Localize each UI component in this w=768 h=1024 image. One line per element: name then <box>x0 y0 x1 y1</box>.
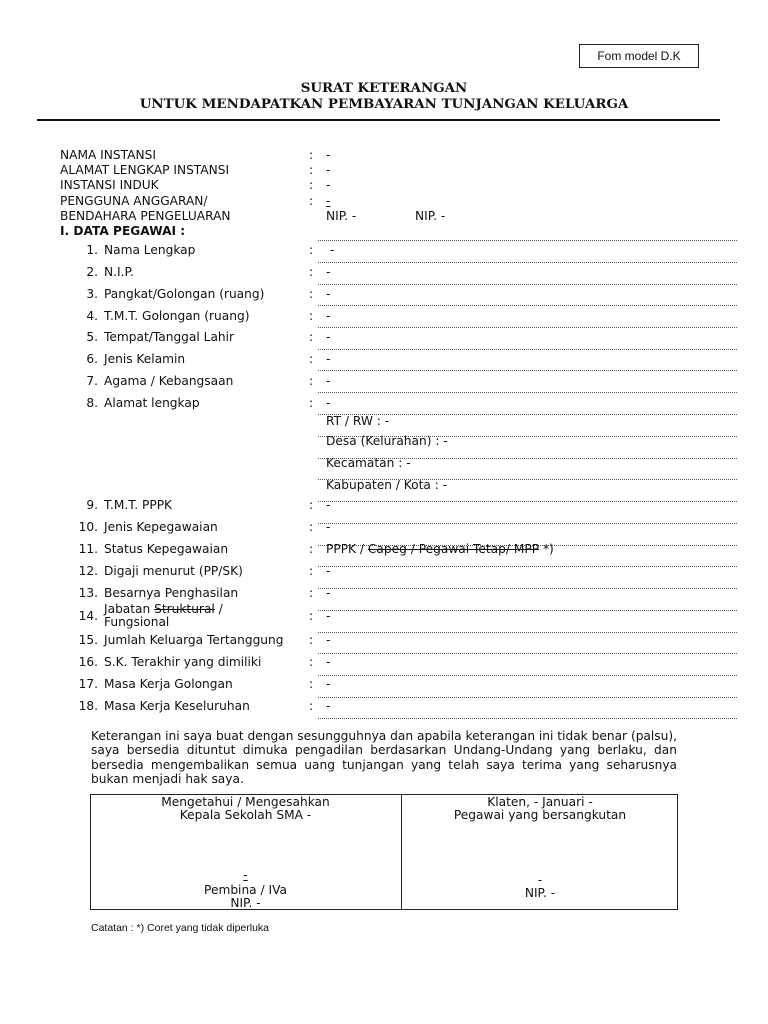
address-line: Desa (Kelurahan) : - <box>326 434 448 448</box>
item-label: Alamat lengkap <box>104 396 200 410</box>
value-instansi-induk: - <box>326 178 331 192</box>
item-label: T.M.T. PPPK <box>104 498 173 512</box>
statement-paragraph: Keterangan ini saya buat dengan sesungguhnya dan apabila keterangan ini tidak benar (palsu), saya bersedia dituntut dimuka pengadilan berdasarkan Undang-Undang yang berlaku, dan bersedia mengembalikan semua uang tunjangan yang telah saya terima yang seharusnya bukan menjadi hak saya. <box>91 729 677 787</box>
sig-right-place-date: Klaten, - Januari - <box>487 795 593 809</box>
item-label <box>104 602 223 629</box>
colon: : <box>309 699 314 713</box>
item-label: Nama Lengkap <box>104 243 196 257</box>
colon: : <box>309 633 314 647</box>
item-value: - <box>326 633 331 647</box>
dotted-rule <box>318 653 737 654</box>
colon: : <box>309 542 314 556</box>
item-label: Masa Kerja Keseluruhan <box>104 699 250 713</box>
label-alamat-instansi: ALAMAT LENGKAP INSTANSI <box>60 163 230 177</box>
sig-right-nip: NIP. - <box>524 886 556 900</box>
dotted-rule <box>318 327 737 328</box>
item-value: - <box>326 309 331 323</box>
item-value: - <box>326 520 331 534</box>
dotted-rule <box>318 370 737 371</box>
item-label: Tempat/Tanggal Lahir <box>104 330 235 344</box>
item-number: 1. <box>86 243 98 257</box>
nip-bendahara: NIP. - <box>415 209 446 223</box>
colon: : <box>309 163 314 177</box>
colon: : <box>309 609 314 623</box>
colon: : <box>309 243 314 257</box>
value-nama-instansi: - <box>326 148 331 162</box>
document-subtitle: UNTUK MENDAPATKAN PEMBAYARAN TUNJANGAN KELUARGA <box>139 96 629 112</box>
item-value: - <box>326 498 331 512</box>
item-number: 9. <box>86 498 98 512</box>
item-label: Masa Kerja Golongan <box>104 677 233 691</box>
dotted-rule <box>318 240 737 241</box>
item-label: Jenis Kelamin <box>104 352 186 366</box>
colon: : <box>309 178 314 192</box>
item-number: 16. <box>78 655 98 669</box>
sig-left-name: - <box>243 868 248 882</box>
item-number: 17. <box>78 677 98 691</box>
colon: : <box>309 586 314 600</box>
item-number: 18. <box>78 699 98 713</box>
item-label: Jenis Kepegawaian <box>104 520 218 534</box>
item-label: S.K. Terakhir yang dimiliki <box>104 655 262 669</box>
item-label: T.M.T. Golongan (ruang) <box>104 309 250 323</box>
colon: : <box>309 396 314 410</box>
sig-left-position: Kepala Sekolah SMA - <box>179 808 312 822</box>
nip-pengguna-anggaran: NIP. - <box>326 209 357 223</box>
item-value: - <box>326 330 331 344</box>
label-part: Fungsional <box>104 615 170 629</box>
dotted-rule <box>318 718 737 719</box>
colon: : <box>309 194 314 208</box>
dotted-rule <box>318 392 737 393</box>
section-data-pegawai: I. DATA PEGAWAI : <box>60 224 186 238</box>
label-part: Jabatan <box>104 602 155 616</box>
item-label: Besarnya Penghasilan <box>104 586 239 600</box>
colon: : <box>309 677 314 691</box>
label-struck: Struktural <box>154 602 215 616</box>
colon: : <box>309 655 314 669</box>
label-instansi-induk: INSTANSI INDUK <box>60 178 159 192</box>
colon: : <box>309 330 314 344</box>
item-number: 8. <box>86 396 98 410</box>
item-value: - <box>326 699 331 713</box>
item-number: 4. <box>86 309 98 323</box>
sig-right-name: - <box>537 873 543 887</box>
item-number: 15. <box>78 633 98 647</box>
form-code-box: Fom model D.K <box>579 44 699 68</box>
label-part: / <box>214 602 223 616</box>
item-label: Agama / Kebangsaan <box>104 374 234 388</box>
label-bendahara: BENDAHARA PENGELUARAN <box>60 209 231 223</box>
item-number: 10. <box>78 520 98 534</box>
item-value: - <box>326 609 331 623</box>
colon: : <box>309 287 314 301</box>
item-value: - <box>326 677 331 691</box>
dotted-rule <box>318 349 737 350</box>
address-line: Kecamatan : - <box>326 456 411 470</box>
dotted-rule <box>318 675 737 676</box>
colon: : <box>309 148 314 162</box>
item-number: 5. <box>86 330 98 344</box>
item-value: - <box>326 352 331 366</box>
dotted-rule <box>318 523 737 524</box>
dotted-rule <box>318 632 737 633</box>
colon: : <box>309 374 314 388</box>
sig-left-nip: NIP. - <box>230 896 261 910</box>
dotted-rule <box>318 697 737 698</box>
item-value <box>326 542 554 556</box>
item-value: - <box>330 243 335 257</box>
colon: : <box>309 520 314 534</box>
item-number: 3. <box>86 287 98 301</box>
dotted-rule <box>318 588 737 589</box>
item-value: - <box>326 287 331 301</box>
dotted-rule <box>318 305 737 306</box>
value-alamat-instansi: - <box>326 163 331 177</box>
label-nama-instansi: NAMA INSTANSI <box>60 148 156 162</box>
dotted-rule <box>318 284 737 285</box>
item-value: - <box>326 396 331 410</box>
item-value: - <box>326 374 331 388</box>
address-line: RT / RW : - <box>326 414 390 428</box>
item-number: 12. <box>78 564 98 578</box>
sig-right-role: Pegawai yang bersangkutan <box>453 808 627 822</box>
item-number: 11. <box>78 542 98 556</box>
item-value: - <box>326 265 331 279</box>
item-number: 6. <box>86 352 98 366</box>
item-value: - <box>326 655 331 669</box>
item-label: Status Kepegawaian <box>104 542 229 556</box>
colon: : <box>309 352 314 366</box>
value-pengguna-anggaran: - <box>326 194 331 208</box>
dotted-rule <box>318 501 737 502</box>
item-value: - <box>326 564 331 578</box>
item-number: 14. <box>78 609 98 623</box>
status-pppk: PPPK / <box>326 542 368 556</box>
item-label: Pangkat/Golongan (ruang) <box>104 287 265 301</box>
dotted-rule <box>318 610 737 611</box>
status-note: *) <box>539 542 554 556</box>
colon: : <box>309 498 314 512</box>
footnote: Catatan : *) Coret yang tidak diperluka <box>91 922 270 934</box>
label-pengguna-anggaran: PENGGUNA ANGGARAN/ <box>60 194 208 208</box>
colon: : <box>309 265 314 279</box>
dotted-rule <box>318 262 737 263</box>
document-title: SURAT KETERANGAN <box>300 80 468 96</box>
item-label: N.I.P. <box>104 265 134 279</box>
status-struck: Capeg / Pegawai Tetap/ MPP <box>367 542 540 556</box>
item-number: 7. <box>86 374 98 388</box>
item-number: 13. <box>78 586 98 600</box>
item-label: Jumlah Keluarga Tertanggung <box>104 633 284 647</box>
address-line: Kabupaten / Kota : - <box>326 478 448 492</box>
sig-left-heading: Mengetahui / Mengesahkan <box>161 795 330 809</box>
sig-left-rank: Pembina / IVa <box>204 883 287 897</box>
title-rule <box>37 119 720 121</box>
item-value: - <box>326 586 331 600</box>
item-number: 2. <box>86 265 98 279</box>
colon: : <box>309 564 314 578</box>
dotted-rule <box>318 566 737 567</box>
colon: : <box>309 309 314 323</box>
item-label: Digaji menurut (PP/SK) <box>104 564 243 578</box>
